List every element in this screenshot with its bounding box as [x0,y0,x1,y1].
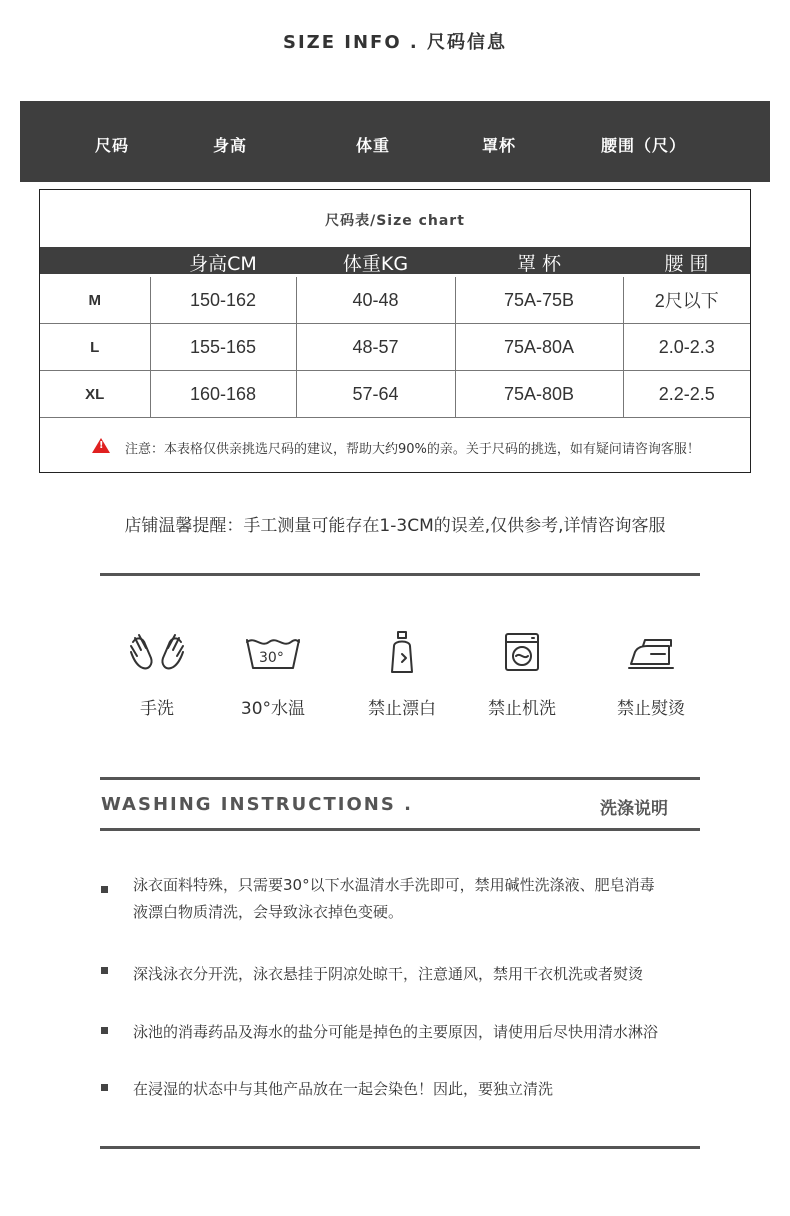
cup-cell: 75A-80A [455,324,623,371]
table-row [40,371,750,418]
care-item-hand-wash [117,628,197,719]
washing-machine-icon [492,628,552,676]
care-item-no-machine-wash [482,628,562,719]
care-item-water-temp [233,628,313,719]
column-header-weight: 体重KG [342,253,409,275]
cup-cell: 75A-75B [455,277,623,324]
size-header-bar [20,101,770,182]
waist-cell: 2尺以下 [623,277,750,324]
column-header-waist: 腰 围 [664,253,709,275]
size-chart [39,189,751,473]
washing-instruction-item: 泳池的消毒药品及海水的盐分可能是掉色的主要原因，请使用后尽快用清水淋浴 [133,1023,659,1041]
weight-cell: 40-48 [296,277,455,324]
bleach-bottle-icon [372,628,432,676]
table-row [40,277,750,324]
divider [100,777,700,780]
care-label: 30°水温 [240,699,306,719]
size-chart-column-headers [40,247,750,274]
care-label: 禁止机洗 [488,699,556,719]
size-cell: M [40,277,150,324]
size-cell: L [40,324,150,371]
washing-instruction-item: 深浅泳衣分开洗，泳衣悬挂于阴凉处晾干，注意通风，禁用干衣机洗或者熨烫 [133,965,644,983]
divider [100,1146,700,1149]
waist-cell: 2.2-2.5 [623,371,750,418]
header-label-weight: 体重 [356,136,391,155]
svg-text:30°: 30° [259,650,284,666]
measurement-tip: 店铺温馨提醒：手工测量可能存在1-3CM的误差,仅供参考,详情咨询客服 [124,516,666,536]
cup-cell: 75A-80B [455,371,623,418]
height-cell: 150-162 [150,277,296,324]
divider [100,828,700,831]
height-cell: 155-165 [150,324,296,371]
column-header-cup: 罩 杯 [516,253,562,275]
weight-cell: 57-64 [296,371,455,418]
waist-cell: 2.0-2.3 [623,324,750,371]
size-cell: XL [40,371,150,418]
hand-wash-icon [127,628,187,676]
washing-instruction-item: 在浸湿的状态中与其他产品放在一起会染色！因此，要独立清洗 [133,1080,554,1098]
warning-icon [92,438,110,453]
washing-instructions-title: WASHING INSTRUCTIONS . [101,794,413,815]
size-chart-caption: 尺码表/Size chart [325,213,465,229]
header-label-height: 身高 [213,136,248,155]
header-label-waist: 腰围（尺） [601,136,687,155]
care-label: 禁止熨烫 [617,699,685,719]
size-chart-note: 注意：本表格仅供亲挑选尺码的建议，帮助大约90%的亲。关于尺码的挑选，如有疑问请咨询客服！ [125,442,700,457]
bullet-icon [101,967,108,974]
bullet-icon [101,1027,108,1034]
iron-icon [621,628,681,676]
care-item-no-bleach [362,628,442,719]
header-label-size: 尺码 [95,136,130,155]
table-row [40,324,750,371]
bullet-icon [101,1084,108,1091]
water-temp-30-icon [243,628,303,676]
header-label-cup: 罩杯 [482,136,517,155]
care-label: 手洗 [140,699,174,719]
weight-cell: 48-57 [296,324,455,371]
care-item-no-ironing [611,628,691,719]
bullet-icon [101,886,108,893]
washing-instruction-item: 泳衣面料特殊，只需要30°以下水温清水手洗即可，禁用碱性洗涤液、肥皂消毒液漂白物质清洗，会导致泳衣掉色变硬。 [133,876,655,921]
care-label: 禁止漂白 [368,699,436,719]
page-title: SIZE INFO . 尺码信息 [282,32,507,53]
height-cell: 160-168 [150,371,296,418]
washing-instructions-title-cn: 洗涤说明 [600,799,668,819]
divider [100,573,700,576]
size-table [40,277,750,418]
column-header-height: 身高CM [189,253,257,275]
